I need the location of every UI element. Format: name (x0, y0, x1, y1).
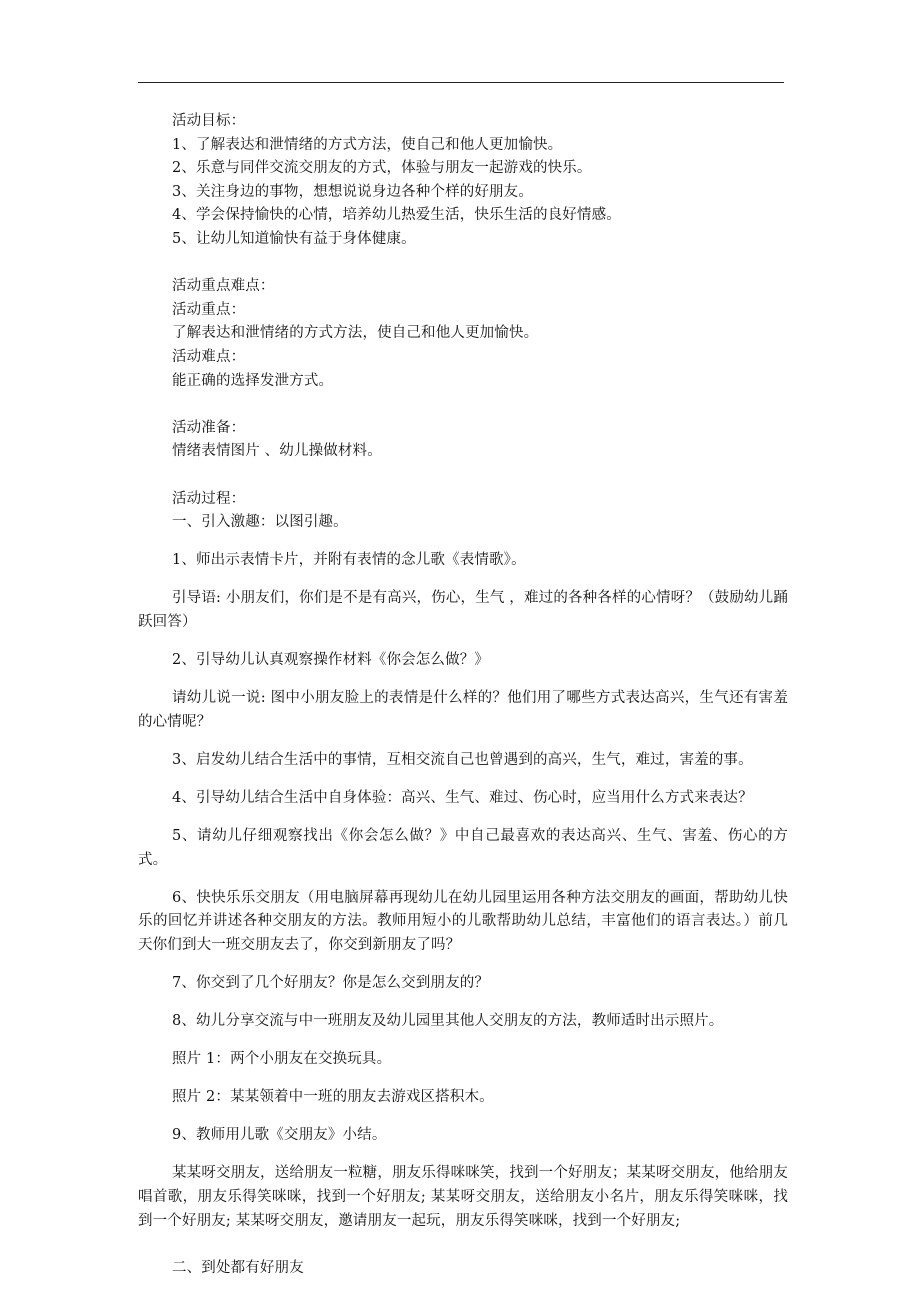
prep-title: 活动准备： (172, 419, 246, 436)
section-heading: 二、到处都有好朋友 (172, 1259, 304, 1276)
process-paragraph: 8、幼儿分享交流与中一班朋友及幼儿园里其他人交朋友的方法，教师适时出示照片。 (172, 1013, 724, 1029)
photo-caption: 照片 2：某某领着中一班的朋友去游戏区搭积木。 (172, 1089, 494, 1106)
goal-item: 4、学会保持愉快的心情，培养幼儿热爱生活，快乐生活的良好情感。 (172, 207, 621, 224)
section-heading: 一、引入激趣：以图引趣。 (172, 514, 348, 531)
process-paragraph: 6、快快乐乐交朋友（用电脑屏幕再现幼儿在幼儿园里运用各种方法交朋友的画面，帮助幼儿快乐的回忆并讲述各种交朋友的方法。教师用短小的儿歌帮助幼儿总结，丰富他们的语言表达。）前几天你们到大一班交朋友去了，你交到新朋友了吗？ (138, 889, 788, 953)
process-paragraph: 引导语: 小朋友们，你们是不是有高兴，伤心，生气 ，难过的各种各样的心情呀？（鼓励幼儿踊跃回答） (138, 590, 788, 630)
process-paragraph: 请幼儿说一说: 图中小朋友脸上的表情是什么样的？他们用了哪些方式表达高兴，生气还有害羞的心情呢？ (138, 690, 788, 730)
process-paragraph: 5、请幼儿仔细观察找出《你会怎么做？》中自己最喜欢的表达高兴、生气、害羞、伤心的方式。 (138, 827, 788, 868)
goal-item: 1、了解表达和泄情绪的方式方法，使自己和他人更加愉快。 (172, 136, 563, 153)
difficulty-text: 能正确的选择发泄方式。 (172, 372, 334, 389)
goal-item: 5、让幼儿知道愉快有益于身体健康。 (172, 230, 416, 247)
section-two (172, 1257, 788, 1281)
prep-text: 情绪表情图片 、幼儿操做材料。 (172, 443, 382, 460)
focus-section (172, 275, 788, 393)
song-lyrics: 某某呀交朋友，送给朋友一粒糖，朋友乐得咪咪笑，找到一个好朋友；某某呀交朋友，他给朋友唱首歌，朋友乐得笑咪咪，找到一个好朋友; 某某呀交朋友，送给朋友小名片，朋友乐得笑咪咪，找到一个好朋友; 某某呀交朋友，邀请朋友一起玩，朋友乐得笑咪咪，找到一个好朋友; (138, 1165, 788, 1229)
document-body (138, 110, 788, 1280)
goal-item: 2、乐意与同伴交流交朋友的方式，体验与朋友一起游戏的快乐。 (172, 160, 592, 177)
difficulty-label: 活动难点： (172, 348, 246, 365)
process-title: 活动过程： (172, 490, 246, 507)
process-paragraph: 9、教师用儿歌《交朋友》小结。 (172, 1127, 387, 1144)
photo-caption: 照片 1：两个小朋友在交换玩具。 (172, 1051, 392, 1068)
process-paragraph: 4、引导幼儿结合生活中自身体验：高兴、生气、难过、伤心时，应当用什么方式来表达？ (172, 789, 753, 806)
key-point-label: 活动重点： (172, 301, 246, 318)
goals-title: 活动目标： (172, 113, 246, 129)
goal-item: 3、关注身边的事物，想想说说身边各种个样的好朋友。 (172, 183, 533, 200)
process-section (138, 488, 788, 1234)
process-paragraph: 1、师出示表情卡片，并附有表情的念儿歌《表情歌》。 (172, 552, 526, 569)
focus-title: 活动重点难点： (172, 278, 275, 295)
process-paragraph: 7、你交到了几个好朋友？你是怎么交到朋友的？ (172, 974, 490, 991)
header-rule (138, 82, 784, 83)
prep-section (172, 417, 788, 464)
process-paragraph: 3、启发幼儿结合生活中的事情，互相交流自己也曾遇到的高兴，生气，难过，害羞的事。 (172, 751, 753, 768)
process-paragraph: 2、引导幼儿认真观察操作材料《你会怎么做？》 (172, 651, 490, 668)
goals-section (172, 110, 788, 252)
key-point-text: 了解表达和泄情绪的方式方法，使自己和他人更加愉快。 (172, 325, 539, 342)
